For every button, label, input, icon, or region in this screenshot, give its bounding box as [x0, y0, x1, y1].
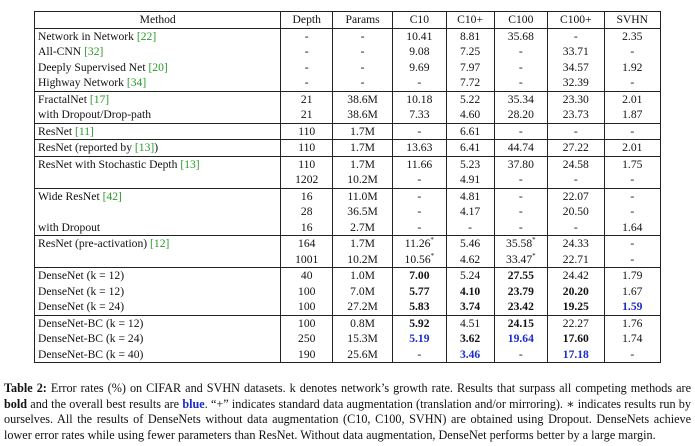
table-row — [35, 252, 661, 268]
cell-depth: 16 — [281, 188, 333, 204]
cell-depth: 100 — [281, 284, 333, 300]
table-row — [35, 220, 661, 236]
table-row — [35, 315, 661, 331]
method-name: DenseNet (k = 12) — [38, 284, 125, 298]
cell-depth: 40 — [281, 268, 333, 284]
cell-value: 5.83 — [409, 300, 430, 313]
cell-method — [35, 299, 281, 315]
cell-c100 — [494, 299, 547, 315]
cell-c10 — [393, 252, 446, 268]
table-row — [35, 188, 661, 204]
results-table — [34, 11, 661, 363]
cell-c10 — [393, 331, 446, 347]
cell-value: 23.79 — [507, 284, 534, 298]
cell-method — [35, 331, 281, 347]
cell-depth: - — [281, 28, 333, 44]
method-name: DenseNet (k = 24) — [38, 300, 125, 313]
cell-c100: - — [494, 60, 547, 76]
cell-method — [35, 204, 281, 220]
cell-method — [35, 75, 281, 91]
cell-params: 38.6M — [333, 107, 393, 123]
column-header-params: Params — [333, 12, 393, 29]
cell-value: 17.60 — [562, 332, 589, 345]
cell-params: 1.7M — [333, 236, 393, 252]
cell-svhn: 1.67 — [604, 284, 660, 300]
method-name: ResNet (pre-activation) — [38, 237, 151, 250]
cell-c10: 9.69 — [393, 60, 446, 76]
table-row — [35, 172, 661, 188]
cell-c100plus: 20.50 — [548, 204, 605, 220]
cell-method — [35, 60, 281, 76]
cell-svhn: - — [604, 44, 660, 60]
cell-c100: - — [494, 188, 547, 204]
cell-depth: 1202 — [281, 172, 333, 188]
cell-c100: 35.34 — [494, 91, 547, 107]
table-row — [35, 347, 661, 363]
table-row — [35, 75, 661, 91]
cell-params: 36.5M — [333, 204, 393, 220]
caption-bold-word: bold — [4, 396, 28, 411]
self-run-marker: * — [532, 251, 536, 260]
table-row — [35, 299, 661, 315]
table-row — [35, 156, 661, 172]
cell-params: 1.7M — [333, 156, 393, 172]
cell-method — [35, 315, 281, 331]
method-name: DenseNet-BC (k = 40) — [38, 347, 144, 361]
caption-text-3: . “+” indicates standard data augmentation (translation and/or mirroring). ∗ indicates results run by ourselves. All the results of DenseNets without data augmentation (C10, C100, SVHN) are obtained using Dropout. DenseNets achieve lower error rates while using fewer parameters than ResNet. Without data augmentation, DenseNet performs better by a large margin. — [4, 396, 691, 442]
cell-method — [35, 220, 281, 236]
cell-c10plus: 8.81 — [446, 28, 494, 44]
cell-value: 3.62 — [459, 332, 481, 345]
column-header-c100: C100 — [494, 12, 547, 29]
cell-c100plus: 27.22 — [548, 140, 605, 157]
citation-link[interactable]: [13] — [180, 157, 200, 171]
cell-svhn: - — [604, 75, 660, 91]
citation-link[interactable]: [22] — [136, 29, 157, 43]
cell-svhn: 1.76 — [604, 315, 660, 331]
table-row — [35, 236, 661, 252]
cell-depth: 1001 — [281, 252, 333, 268]
cell-c10plus: 5.24 — [446, 268, 494, 284]
cell-c10plus: 7.97 — [446, 60, 494, 76]
caption-label: Table 2: — [4, 381, 47, 395]
cell-svhn: - — [604, 236, 660, 252]
cell-c100: - — [494, 204, 547, 220]
table-row — [35, 107, 661, 123]
cell-c100 — [494, 236, 547, 252]
cell-params: 10.2M — [333, 252, 393, 268]
cell-c10plus: 5.46 — [446, 236, 494, 252]
cell-depth: 110 — [281, 123, 333, 140]
cell-c100plus: 23.30 — [548, 91, 605, 107]
cell-c10plus: 4.60 — [446, 107, 494, 123]
cell-c10: 10.41 — [393, 28, 446, 44]
cell-c100 — [494, 268, 547, 284]
method-name: ResNet with Stochastic Depth — [38, 157, 181, 171]
citation-link[interactable]: [20] — [148, 60, 168, 74]
cell-c100plus: 22.07 — [548, 188, 605, 204]
table-row — [35, 91, 661, 107]
cell-c100 — [494, 315, 547, 331]
cell-svhn: - — [604, 123, 660, 140]
cell-c100: - — [494, 172, 547, 188]
cell-value: 1.59 — [622, 300, 643, 313]
cell-c10plus: 4.81 — [446, 188, 494, 204]
method-name: with Dropout — [38, 220, 101, 234]
cell-svhn: 2.01 — [604, 140, 660, 157]
cell-method — [35, 172, 281, 188]
cell-depth: 164 — [281, 236, 333, 252]
cell-method — [35, 284, 281, 300]
table-row — [35, 284, 661, 300]
cell-svhn: - — [604, 204, 660, 220]
cell-c10: - — [393, 220, 446, 236]
method-name: ResNet (reported by — [38, 141, 135, 154]
cell-c100 — [494, 331, 547, 347]
cell-c10plus: 4.17 — [446, 204, 494, 220]
cell-params: 7.0M — [333, 284, 393, 300]
cell-depth: 21 — [281, 91, 333, 107]
cell-value: 33.47 — [506, 252, 533, 266]
cell-svhn: 1.87 — [604, 107, 660, 123]
citation-link[interactable]: [17] — [89, 92, 110, 106]
cell-c10: 7.33 — [393, 107, 446, 123]
cell-c10 — [393, 236, 446, 252]
cell-depth: - — [281, 60, 333, 76]
table-row — [35, 140, 661, 157]
cell-c100plus: 34.57 — [548, 60, 605, 76]
caption-text-2: and the overall best results are — [27, 396, 183, 411]
cell-params: 1.0M — [333, 268, 393, 284]
cell-c10: 13.63 — [393, 140, 446, 157]
cell-value: 19.64 — [507, 332, 534, 345]
cell-value: 3.46 — [459, 347, 481, 361]
table-caption — [4, 381, 691, 443]
cell-depth: 190 — [281, 347, 333, 363]
table-body — [35, 28, 661, 363]
cell-params: 1.7M — [333, 123, 393, 140]
cell-c100: 37.80 — [494, 156, 547, 172]
cell-method — [35, 28, 281, 44]
table-row — [35, 44, 661, 60]
cell-params: 10.2M — [333, 172, 393, 188]
cell-c10plus: 4.62 — [446, 252, 494, 268]
cell-depth: 100 — [281, 299, 333, 315]
method-name: DenseNet-BC (k = 24) — [38, 332, 144, 345]
cell-c10plus — [446, 299, 494, 315]
method-name: DenseNet-BC (k = 12) — [38, 316, 144, 330]
cell-depth: 21 — [281, 107, 333, 123]
cell-c10plus: - — [446, 220, 494, 236]
cell-method — [35, 140, 281, 157]
cell-value: 3.74 — [459, 300, 481, 313]
cell-c10: 9.08 — [393, 44, 446, 60]
method-name: FractalNet — [38, 92, 90, 106]
cell-depth: 110 — [281, 140, 333, 157]
cell-value: 27.55 — [507, 269, 534, 282]
table-row — [35, 60, 661, 76]
cell-c100plus: - — [548, 172, 605, 188]
table-row — [35, 123, 661, 140]
method-name: Highway Network — [38, 76, 127, 89]
cell-params: 38.6M — [333, 91, 393, 107]
method-name-suffix: ) — [154, 141, 159, 154]
cell-value: 5.77 — [409, 284, 430, 298]
citation-link[interactable]: [42] — [102, 189, 122, 203]
cell-c100plus: 22.27 — [548, 315, 605, 331]
citation-link[interactable]: [13] — [134, 141, 155, 154]
cell-c10: - — [393, 75, 446, 91]
cell-params: 25.6M — [333, 347, 393, 363]
cell-params: 0.8M — [333, 315, 393, 331]
cell-c100plus: 24.33 — [548, 236, 605, 252]
cell-svhn: - — [604, 172, 660, 188]
cell-method — [35, 156, 281, 172]
caption-blue-word: blue — [182, 396, 205, 411]
cell-value: 20.20 — [562, 284, 589, 298]
cell-c100plus: - — [548, 28, 605, 44]
cell-method — [35, 123, 281, 140]
column-header-svhn: SVHN — [604, 12, 660, 29]
cell-c10: 11.66 — [393, 156, 446, 172]
cell-c100 — [494, 284, 547, 300]
cell-depth: - — [281, 44, 333, 60]
cell-c100plus — [548, 331, 605, 347]
cell-c10 — [393, 299, 446, 315]
cell-c10: - — [393, 347, 446, 363]
citation-link[interactable]: [32] — [84, 45, 104, 58]
cell-svhn: 2.35 — [604, 28, 660, 44]
cell-depth: 16 — [281, 220, 333, 236]
cell-params: 2.7M — [333, 220, 393, 236]
self-run-marker: * — [430, 236, 434, 245]
cell-params: 27.2M — [333, 299, 393, 315]
cell-c100plus — [548, 347, 605, 363]
cell-params: - — [333, 44, 393, 60]
method-name: Wide ResNet — [38, 189, 103, 203]
cell-value: 24.15 — [507, 316, 534, 330]
cell-svhn: 2.01 — [604, 91, 660, 107]
table-header-row — [35, 12, 661, 29]
cell-c10plus: 7.25 — [446, 44, 494, 60]
cell-c100plus: 22.71 — [548, 252, 605, 268]
cell-c10: - — [393, 123, 446, 140]
column-header-depth: Depth — [281, 12, 333, 29]
cell-value: 17.18 — [562, 347, 589, 361]
cell-c10plus: 6.41 — [446, 140, 494, 157]
cell-c10plus — [446, 331, 494, 347]
cell-method — [35, 44, 281, 60]
cell-method — [35, 347, 281, 363]
cell-c10 — [393, 284, 446, 300]
cell-value: 5.92 — [409, 316, 430, 330]
table-row — [35, 331, 661, 347]
cell-c10: - — [393, 204, 446, 220]
cell-c10plus: 5.22 — [446, 91, 494, 107]
citation-link[interactable]: [34] — [126, 76, 147, 89]
cell-params: - — [333, 60, 393, 76]
cell-c10 — [393, 268, 446, 284]
cell-depth: 100 — [281, 315, 333, 331]
method-name: ResNet — [38, 124, 76, 138]
citation-link[interactable]: [11] — [75, 124, 94, 138]
cell-c10plus: 5.23 — [446, 156, 494, 172]
cell-c100: - — [494, 123, 547, 140]
cell-svhn: - — [604, 252, 660, 268]
cell-c100plus — [548, 284, 605, 300]
cell-depth: 250 — [281, 331, 333, 347]
self-run-marker: * — [532, 236, 536, 245]
cell-params: 15.3M — [333, 331, 393, 347]
cell-value: 4.10 — [459, 284, 481, 298]
cell-depth: 110 — [281, 156, 333, 172]
cell-c100plus — [548, 299, 605, 315]
cell-svhn: 1.75 — [604, 156, 660, 172]
cell-method — [35, 91, 281, 107]
cell-depth: 28 — [281, 204, 333, 220]
cell-svhn: 1.64 — [604, 220, 660, 236]
cell-c10plus: 7.72 — [446, 75, 494, 91]
cell-c10 — [393, 315, 446, 331]
cell-c100plus: - — [548, 220, 605, 236]
cell-c10: - — [393, 188, 446, 204]
cell-c100: - — [494, 44, 547, 60]
cell-params: - — [333, 28, 393, 44]
cell-c100: - — [494, 220, 547, 236]
cell-svhn: 1.92 — [604, 60, 660, 76]
caption-text-1: Error rates (%) on CIFAR and SVHN datasets. k denotes network’s growth rate. Results that surpass all competing methods are — [46, 381, 691, 395]
cell-c10plus: 4.91 — [446, 172, 494, 188]
cell-svhn: - — [604, 188, 660, 204]
cell-method — [35, 107, 281, 123]
cell-c100plus: 24.58 — [548, 156, 605, 172]
cell-c100plus: 24.42 — [548, 268, 605, 284]
cell-depth: - — [281, 75, 333, 91]
column-header-method: Method — [35, 12, 281, 29]
cell-method — [35, 236, 281, 252]
cell-params: - — [333, 75, 393, 91]
cell-value: 35.58 — [506, 237, 533, 250]
cell-c10plus: 6.61 — [446, 123, 494, 140]
self-run-marker: * — [430, 251, 435, 260]
table-row — [35, 28, 661, 44]
cell-c100: - — [494, 75, 547, 91]
cell-value: 23.42 — [507, 300, 534, 313]
cell-c100plus: 33.71 — [548, 44, 605, 60]
cell-c100: 35.68 — [494, 28, 547, 44]
cell-method — [35, 252, 281, 268]
cell-svhn: - — [604, 347, 660, 363]
cell-c10plus: 4.51 — [446, 315, 494, 331]
cell-value: 19.25 — [562, 300, 589, 313]
cell-c100plus: - — [548, 123, 605, 140]
cell-value: 5.19 — [409, 332, 430, 345]
cell-svhn: 1.74 — [604, 331, 660, 347]
cell-c100: 44.74 — [494, 140, 547, 157]
cell-value: 7.00 — [409, 269, 430, 282]
cell-value: 10.56 — [404, 252, 431, 266]
method-name: All-CNN — [38, 45, 85, 58]
table-row — [35, 268, 661, 284]
cell-method — [35, 188, 281, 204]
cell-c100: - — [494, 347, 547, 363]
cell-c100plus: 23.73 — [548, 107, 605, 123]
cell-c100: 28.20 — [494, 107, 547, 123]
cell-c10plus — [446, 284, 494, 300]
method-name: DenseNet (k = 12) — [38, 269, 125, 282]
cell-params: 1.7M — [333, 140, 393, 157]
cell-params: 11.0M — [333, 188, 393, 204]
column-header-c100plus: C100+ — [548, 12, 605, 29]
method-name: Network in Network — [38, 29, 137, 43]
column-header-c10: C10 — [393, 12, 446, 29]
cell-svhn: 1.79 — [604, 268, 660, 284]
cell-c100 — [494, 252, 547, 268]
column-header-c10plus: C10+ — [446, 12, 494, 29]
method-name: Deeply Supervised Net — [38, 60, 149, 74]
cell-c10plus — [446, 347, 494, 363]
method-name: with Dropout/Drop-path — [38, 108, 152, 121]
cell-c10: 10.18 — [393, 91, 446, 107]
citation-link[interactable]: [12] — [150, 237, 170, 250]
cell-c100plus: 32.39 — [548, 75, 605, 91]
cell-method — [35, 268, 281, 284]
cell-value: 11.26 — [404, 237, 431, 250]
table-row — [35, 204, 661, 220]
cell-svhn — [604, 299, 660, 315]
cell-c10: - — [393, 172, 446, 188]
